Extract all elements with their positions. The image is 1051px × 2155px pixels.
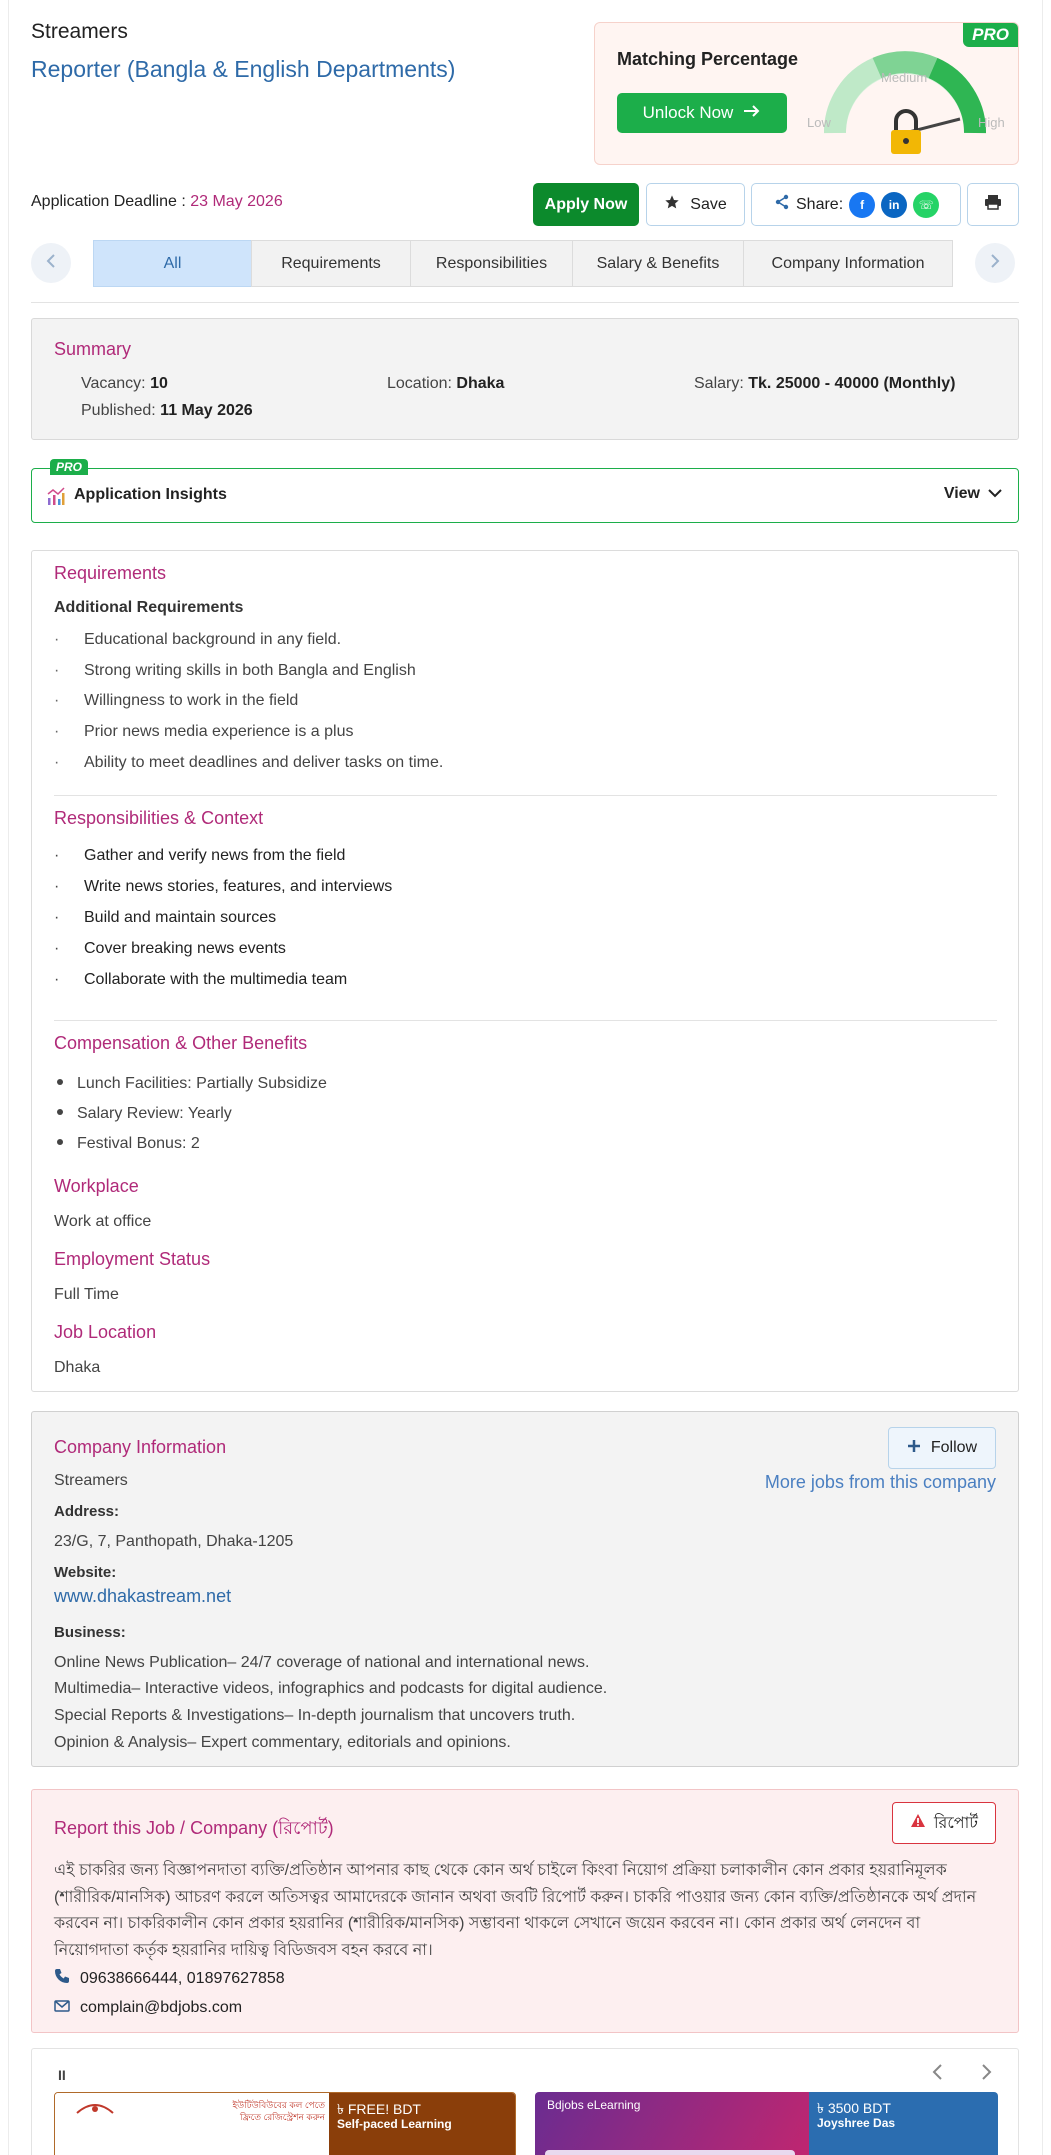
responsibility-text: Cover breaking news events — [84, 940, 286, 957]
save-label: Save — [690, 195, 727, 213]
follow-label: Follow — [930, 1439, 978, 1456]
view-label: View — [943, 485, 980, 502]
report-section — [31, 1789, 1019, 2033]
mail-icon — [54, 1999, 70, 2017]
business-line: Special Reports & Investigations– In-depth journalism that uncovers truth. — [54, 1707, 576, 1724]
salary — [694, 375, 955, 393]
business-line: Online News Publication– 24/7 coverage of national and international news. — [54, 1654, 590, 1671]
pause-button[interactable]: II — [58, 2067, 66, 2083]
tabs-prev-button[interactable] — [31, 243, 71, 283]
application-deadline — [31, 193, 283, 211]
responsibility-item: · Collaborate with the multimedia team — [54, 971, 348, 988]
phone-numbers: 09638666444, 01897627858 — [80, 1969, 285, 1987]
carousel-prev-icon[interactable] — [931, 2063, 943, 2086]
pro-badge: PRO — [963, 23, 1018, 47]
chevron-right-icon — [990, 254, 1000, 273]
requirement-item: · Educational background in any field. — [54, 631, 342, 648]
website-label: Website: — [54, 1564, 117, 1581]
matching-percentage-card — [594, 22, 1019, 165]
benefit-item: Lunch Facilities: Partially Subsidize — [57, 1075, 327, 1093]
insights-title: Application Insights — [74, 486, 227, 503]
vacancy-label: Vacancy: — [81, 375, 151, 392]
responsibility-item: · Cover breaking news events — [54, 940, 286, 957]
job-title: Reporter (Bangla & English Departments) — [31, 56, 456, 82]
business-line: Multimedia– Interactive videos, infographics and podcasts for digital audience. — [54, 1680, 608, 1697]
application-insights-panel[interactable] — [31, 460, 1019, 523]
benefit-item: Festival Bonus: 2 — [57, 1135, 200, 1153]
section-tabs — [93, 240, 952, 287]
responsibility-text: Gather and verify news from the field — [84, 847, 346, 864]
chevron-down-icon — [988, 485, 1002, 503]
apply-now-button[interactable]: Apply Now — [533, 183, 639, 226]
company-info-name: Streamers — [54, 1472, 128, 1489]
job-location-value: Dhaka — [54, 1359, 101, 1376]
phone-icon — [54, 1968, 70, 1989]
location-value: Dhaka — [456, 375, 505, 392]
salary-value: Tk. 25000 - 40000 (Monthly) — [748, 375, 956, 392]
job-location-title: Job Location — [54, 1322, 157, 1342]
salary-label: Salary: — [694, 375, 749, 392]
warning-icon — [910, 1813, 926, 1833]
star-icon — [664, 194, 680, 215]
insights-chart-icon — [46, 486, 66, 511]
share-icon — [774, 194, 790, 215]
vacancy-value: 10 — [150, 375, 168, 392]
report-button-label: রিপোর্ট — [933, 1814, 979, 1832]
additional-requirements-title: Additional Requirements — [54, 599, 244, 616]
requirement-text: Educational background in any field. — [84, 631, 342, 648]
insights-view-toggle[interactable] — [944, 485, 1002, 503]
requirement-item: · Willingness to work in the field — [54, 692, 299, 709]
whatsapp-icon[interactable]: ☏ — [913, 192, 939, 218]
company-info-title: Company Information — [54, 1437, 227, 1457]
elearning-logo: Bdjobs eLearning — [547, 2098, 641, 2112]
employment-status-value: Full Time — [54, 1286, 119, 1303]
company-information-section — [31, 1411, 1019, 1767]
report-button[interactable] — [892, 1802, 996, 1844]
course-promo-text: ইউটিউবিউবের কল পেতে ফ্রিতে রেজিস্ট্রেশন করুন — [232, 2100, 325, 2122]
address-label: Address: — [54, 1503, 120, 1520]
responsibility-item: · Build and maintain sources — [54, 909, 277, 926]
more-jobs-link[interactable]: More jobs from this company — [764, 1472, 996, 1492]
report-title: Report this Job / Company (রিপোর্ট) — [54, 1818, 334, 1838]
matching-title: Matching Percentage — [617, 49, 799, 69]
responsibility-text: Write news stories, features, and interviews — [84, 878, 393, 895]
tab-salary-benefits[interactable]: Salary & Benefits — [572, 240, 744, 287]
business-label: Business: — [54, 1624, 126, 1641]
course-card[interactable] — [535, 2092, 998, 2155]
deadline-date: 23 May 2026 — [190, 193, 283, 210]
plus-icon — [907, 1439, 921, 1458]
course-banner-bar — [545, 2150, 795, 2155]
unlock-now-button[interactable] — [617, 93, 787, 133]
deadline-label: Application Deadline : — [31, 193, 191, 210]
location-label: Location: — [387, 375, 457, 392]
address-value: 23/G, 7, Panthopath, Dhaka-1205 — [54, 1533, 294, 1550]
responsibility-item: · Gather and verify news from the field — [54, 847, 346, 864]
responsibility-text: Collaborate with the multimedia team — [84, 971, 348, 988]
course-logo-icon — [75, 2101, 115, 2122]
published-label: Published: — [81, 402, 161, 419]
requirement-item: · Ability to meet deadlines and deliver tasks on time. — [54, 754, 444, 771]
course-banner — [535, 2092, 809, 2155]
job-details-section — [31, 550, 1019, 1392]
printer-icon — [984, 194, 1002, 215]
unlock-label: Unlock Now — [642, 103, 734, 122]
divider — [54, 1020, 997, 1021]
tab-all[interactable]: All — [93, 240, 252, 287]
carousel-next-icon[interactable] — [981, 2063, 993, 2086]
course-card[interactable] — [54, 2092, 516, 2155]
course-banner — [55, 2093, 329, 2155]
benefit-item: Salary Review: Yearly — [57, 1105, 232, 1123]
match-gauge — [805, 33, 1005, 158]
employment-status-title: Employment Status — [54, 1249, 211, 1269]
share-label: Share: — [796, 195, 844, 213]
tab-responsibilities[interactable]: Responsibilities — [410, 240, 573, 287]
gauge-medium-label: Medium — [881, 70, 928, 85]
compensation-title: Compensation & Other Benefits — [54, 1033, 308, 1053]
business-line: Opinion & Analysis– Expert commentary, editorials and opinions. — [54, 1734, 511, 1751]
tabs-next-button[interactable] — [975, 243, 1015, 283]
pro-badge: PRO — [50, 459, 88, 475]
requirement-text: Ability to meet deadlines and deliver tasks on time. — [84, 754, 444, 771]
summary-section — [31, 318, 1019, 440]
course-type: Self-paced Learning — [337, 2117, 452, 2131]
chevron-left-icon — [46, 254, 56, 273]
requirement-text: Prior news media experience is a plus — [84, 723, 354, 740]
email-address[interactable]: complain@bdjobs.com — [80, 1999, 243, 2016]
course-instructor: Joyshree Das — [817, 2116, 896, 2130]
location — [387, 375, 504, 393]
published — [81, 402, 253, 420]
tab-company-information[interactable]: Company Information — [743, 240, 953, 287]
vacancy — [81, 375, 168, 393]
print-button[interactable] — [967, 183, 1019, 226]
training-carousel — [31, 2048, 1019, 2155]
workplace-value: Work at office — [54, 1213, 152, 1230]
gauge-high-label: High — [978, 115, 1005, 130]
save-button[interactable] — [646, 183, 745, 226]
gauge-low-label: Low — [807, 115, 831, 130]
course-price: ৳ 3500 BDT — [817, 2100, 891, 2116]
requirement-item: · Strong writing skills in both Bangla and English — [54, 662, 416, 679]
report-notice: এই চাকরির জন্য বিজ্ঞাপনদাতা ব্যক্তি/প্রতিষ্ঠান আপনার কাছ থেকে কোন অর্থ চাইলে কিংবা নিয়োগ প্রক্রিয়া চলাকালীন কোন প্রকার হয়রানিমূলক (শারীরিক/মানসিক) আচরণ করলে অতিসত্বর আমাদেরকে জানান অথবা জবটি রিপোর্ট করুন। চাকরি পাওয়ার জন্য কোন ব্যক্তি/প্রতিষ্ঠানকে অর্থ প্রদান করবেন না। চাকরিকালীন কোন প্রকার হয়রানির (শারীরিক/মানসিক) সম্ভাবনা থাকলে সেখানে জয়েন করবেন না। কোন প্রকার অর্থ লেনদেন বা নিয়োগদাতা কর্তৃক হয়রানির দায়িত্ব বিডিজবস বহন করবে না। — [54, 1862, 977, 1959]
responsibilities-title: Responsibilities & Context — [54, 808, 264, 828]
requirement-text: Willingness to work in the field — [84, 692, 299, 709]
report-email — [54, 1999, 242, 2017]
requirements-title: Requirements — [54, 563, 167, 583]
share-group — [751, 183, 961, 226]
requirement-item: · Prior news media experience is a plus — [54, 723, 354, 740]
course-price: ৳ FREE! BDT — [337, 2101, 421, 2117]
requirement-text: Strong writing skills in both Bangla and English — [84, 662, 416, 679]
facebook-icon[interactable]: f — [849, 192, 875, 218]
follow-button[interactable] — [888, 1427, 996, 1469]
tab-requirements[interactable]: Requirements — [251, 240, 411, 287]
report-phone — [54, 1968, 285, 1989]
arrow-right-icon — [743, 103, 761, 123]
divider — [54, 795, 997, 796]
divider — [31, 302, 1019, 303]
course-price-panel — [329, 2093, 516, 2155]
company-name[interactable]: Streamers — [31, 20, 128, 43]
published-value: 11 May 2026 — [160, 402, 253, 419]
workplace-title: Workplace — [54, 1176, 139, 1196]
summary-title: Summary — [54, 339, 132, 359]
responsibility-item: · Write news stories, features, and interviews — [54, 878, 393, 895]
linkedin-icon[interactable]: in — [881, 192, 907, 218]
responsibility-text: Build and maintain sources — [84, 909, 277, 926]
website-link[interactable]: www.dhakastream.net — [54, 1586, 232, 1606]
course-price-panel — [809, 2092, 998, 2155]
